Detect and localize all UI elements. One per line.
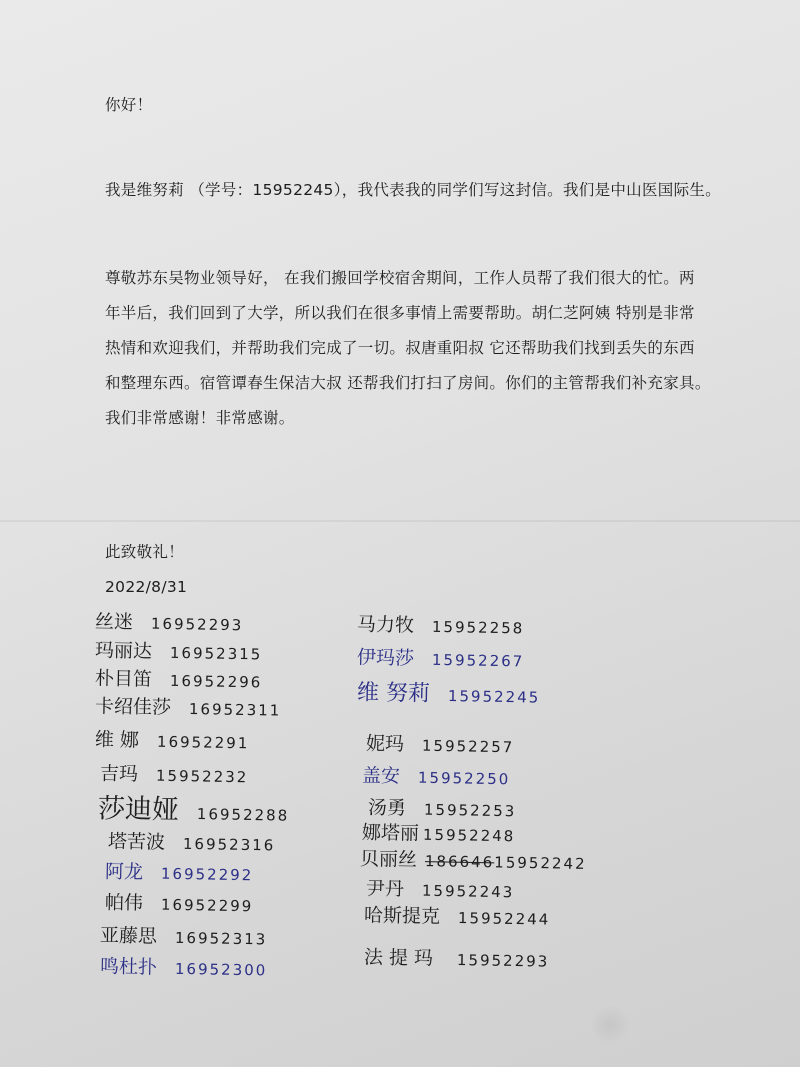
signature: 伊玛莎 15952267 xyxy=(356,646,525,671)
body-line: 和整理东西。宿管谭春生保洁大叔 还帮我们打扫了房间。你们的主管帮我们补充家具。 xyxy=(105,374,711,392)
signature: 朴目笛 16952296 xyxy=(94,667,263,692)
body-line: 我们非常感谢！非常感谢。 xyxy=(105,409,295,427)
body-line: 年半后，我们回到了大学，所以我们在很多事情上需要帮助。胡仁芝阿姨 特别是非常 xyxy=(105,304,695,322)
closing: 此致敬礼！ xyxy=(105,543,185,561)
signature: 贝丽丝 18664615952242 xyxy=(359,848,587,873)
body-line: 尊敬苏东吴物业领导好， 在我们搬回学校宿舍期间，工作人员帮了我们很大的忙。两 xyxy=(105,269,695,287)
body-line: 热情和欢迎我们，并帮助我们完成了一切。叔唐重阳叔 它还帮助我们找到丢失的东西 xyxy=(105,339,695,357)
greeting: 你好！ xyxy=(105,96,153,114)
intro-paragraph: 我是维努莉 （学号：15952245），我代表我的同学们写这封信。我们是中山医国际生。 xyxy=(105,181,721,199)
signature: 汤勇 15952253 xyxy=(367,796,517,821)
letter-date: 2022/8/31 xyxy=(105,578,188,596)
signature: 哈斯提克 15952244 xyxy=(363,904,551,929)
paper-stain xyxy=(590,1005,630,1045)
signature: 尹丹 15952243 xyxy=(365,877,515,902)
signature: 阿龙 16952292 xyxy=(104,860,254,885)
signature: 帕伟 16952299 xyxy=(104,891,254,916)
signature: 盖安 15952250 xyxy=(361,764,511,789)
signature: 维 努莉 15952245 xyxy=(356,680,541,707)
signature: 吉玛 15952232 xyxy=(99,762,249,787)
signature: 鸣杜扑 16952300 xyxy=(99,955,268,980)
signature: 法提玛 15952293 xyxy=(363,946,550,971)
signature: 妮玛 15952257 xyxy=(365,732,515,757)
paper-fold xyxy=(0,520,800,522)
signature: 娜塔丽 15952248 xyxy=(361,821,516,846)
signature: 玛丽达 16952315 xyxy=(94,639,263,664)
signature: 丝迷 16952293 xyxy=(94,610,244,635)
signature: 卡绍佳莎 16952311 xyxy=(94,695,282,720)
struck-out-text: 186646 xyxy=(424,852,495,872)
signature: 莎迪娅 16952288 xyxy=(97,793,290,826)
signature: 亚藤思 16952313 xyxy=(99,924,268,949)
signature: 维 娜 16952291 xyxy=(94,728,250,753)
signature: 马力牧 15952258 xyxy=(356,613,525,638)
signature: 塔苦波 16952316 xyxy=(107,830,276,855)
